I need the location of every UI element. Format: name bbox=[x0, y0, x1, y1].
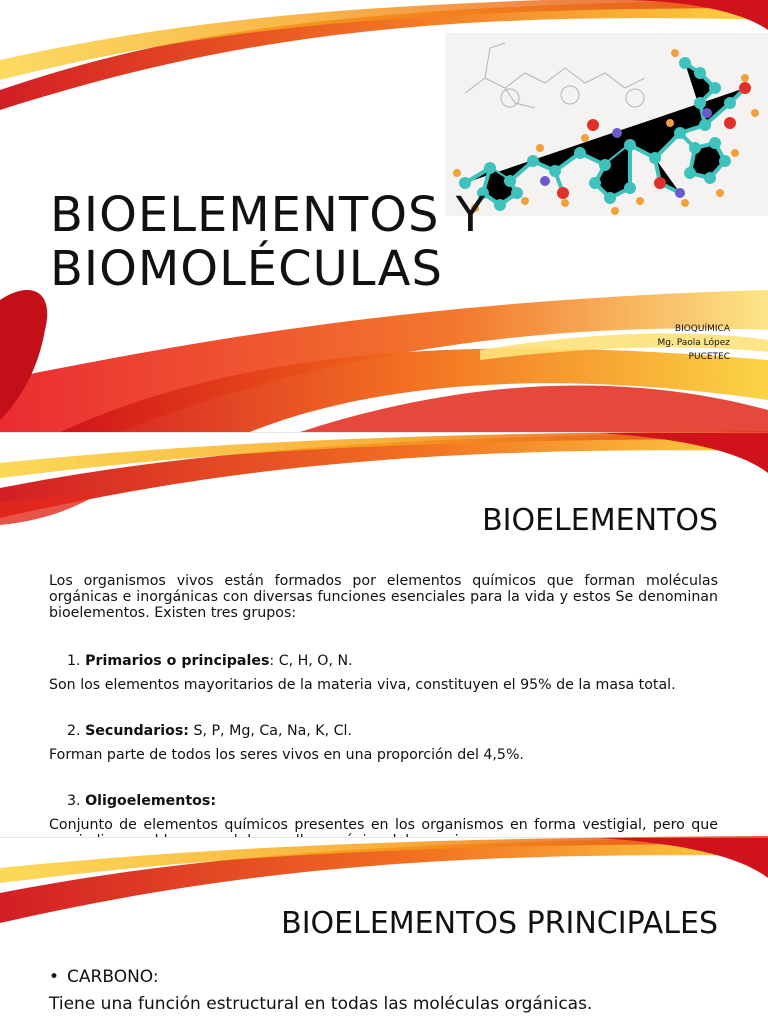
group-3-heading: 3. Oligoelementos: bbox=[67, 793, 217, 809]
group-3-name: Oligoelementos: bbox=[85, 793, 217, 809]
slide-title bbox=[0, 0, 768, 432]
title-line-1: BIOELEMENTOS Y bbox=[50, 187, 487, 243]
subtitle-teacher: Mg. Paola López bbox=[657, 338, 730, 348]
carbono-description: Tiene una función estructural en todas las moléculas orgánicas. bbox=[49, 994, 593, 1014]
group-2-elements: S, P, Mg, Ca, Na, K, Cl. bbox=[188, 723, 352, 739]
group-1-name: Primarios o principales bbox=[85, 653, 270, 669]
slide-bioelementos-principales bbox=[0, 838, 768, 1024]
bullet-carbono bbox=[49, 964, 729, 991]
group-1-heading: 1. Primarios o principales: C, H, O, N. bbox=[67, 653, 353, 669]
group-2-heading: 2. Secundarios: S, P, Mg, Ca, Na, K, Cl. bbox=[67, 723, 352, 739]
subtitle-institution: PUCETEC bbox=[688, 352, 730, 362]
presentation-title bbox=[50, 188, 486, 296]
section-heading: BIOELEMENTOS bbox=[482, 503, 718, 538]
molecule-illustration bbox=[445, 33, 768, 216]
bullet-label: CARBONO: bbox=[67, 967, 159, 987]
slide-body bbox=[49, 573, 718, 849]
group-2-description: Forman parte de todos los seres vivos en una proporción del 4,5%. bbox=[49, 747, 524, 763]
slide-body bbox=[49, 964, 729, 1018]
subtitle-block bbox=[658, 322, 730, 364]
group-1-elements: : C, H, O, N. bbox=[269, 653, 353, 669]
slide-bioelementos bbox=[0, 433, 768, 837]
section-heading: BIOELEMENTOS PRINCIPALES bbox=[281, 906, 718, 941]
group-3-description: Conjunto de elementos químicos presentes en los organismos en forma vestigial, pero que bbox=[49, 817, 718, 833]
molecule-image bbox=[445, 33, 768, 216]
group-2-name: Secundarios: bbox=[85, 723, 189, 739]
bullet-marker: • bbox=[49, 967, 60, 987]
intro-paragraph: Los organismos vivos están formados por elementos químicos que forman moléculas orgánicas e inorgánicas con diversas funciones esenciales para la vida y estos Se denominan bioelementos. Existen tres grupos: bbox=[49, 573, 718, 621]
subtitle-course: BIOQUÍMICA bbox=[674, 324, 730, 334]
group-1-description: Son los elementos mayoritarios de la materia viva, constituyen el 95% de la masa total. bbox=[49, 677, 676, 693]
title-line-2: BIOMOLÉCULAS bbox=[50, 241, 443, 297]
